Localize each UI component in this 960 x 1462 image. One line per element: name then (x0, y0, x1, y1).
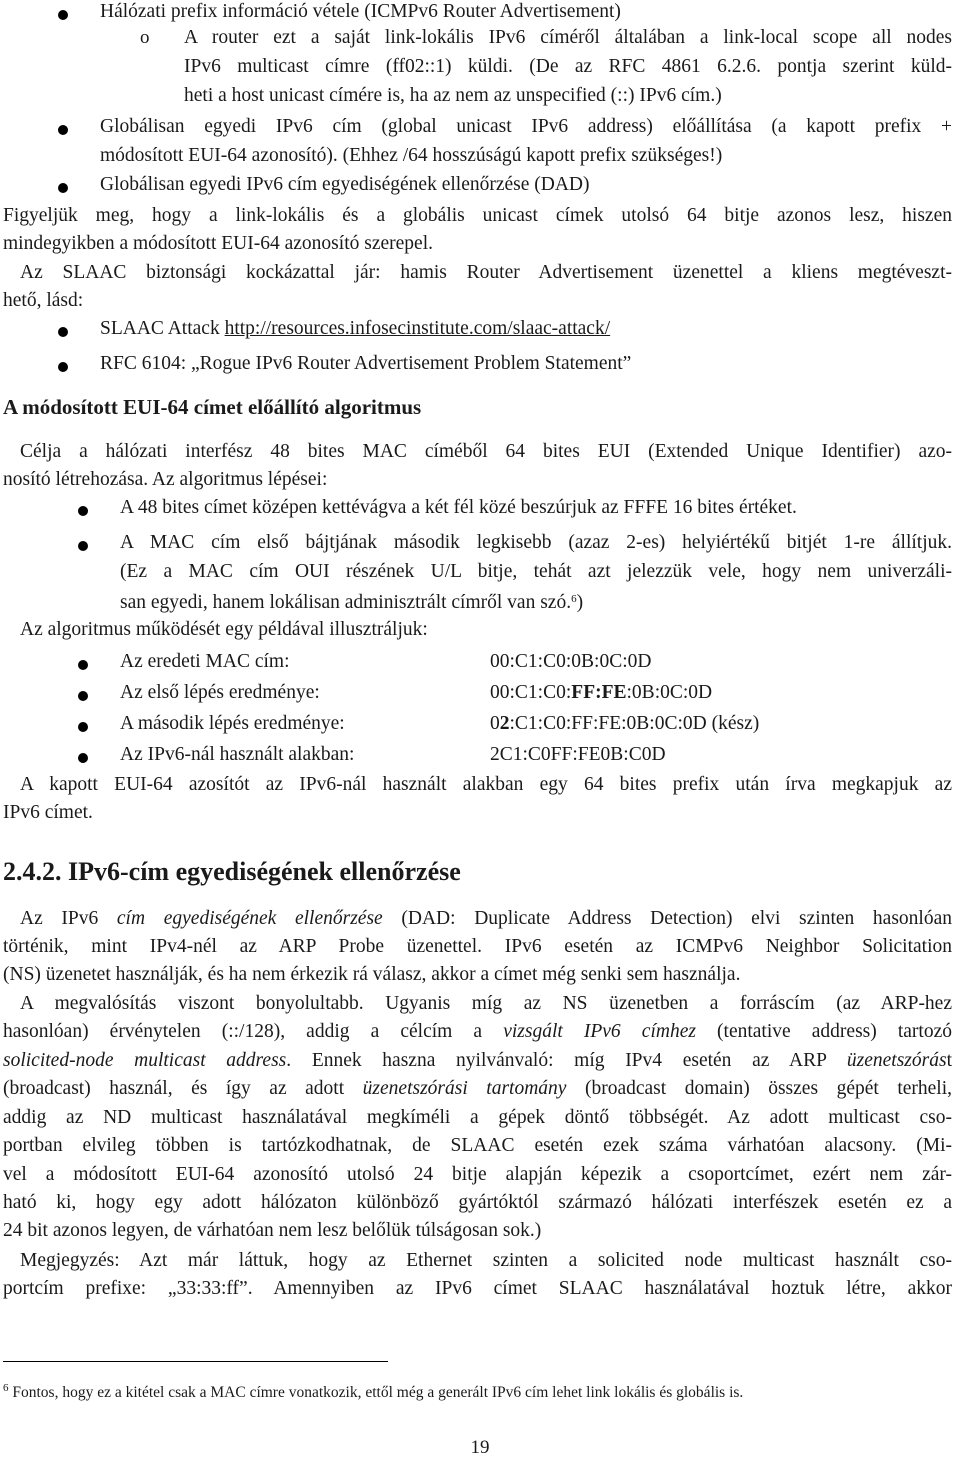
bullet-icon (78, 506, 88, 516)
italic-term: üzenetszórás (846, 1050, 947, 1071)
paragraph: vel a módosított EUI-64 azonosító utolsó 24 bitje alapján képezik a csoportcímet, ezért nem zár- (3, 1164, 952, 1185)
bullet-icon (78, 753, 88, 763)
paragraph (20, 904, 952, 933)
text: hasonlóan) érvénytelen (::/128), addig a célcím a (3, 1021, 504, 1042)
section-heading: 2.4.2. IPv6-cím egyediségének ellenőrzése (3, 857, 461, 886)
section-heading: A módosított EUI-64 címet előállító algoritmus (3, 395, 422, 419)
paragraph: A kapott EUI-64 azosítót az IPv6-nál használt alakban egy 64 bites prefix után írva megkapjuk az (20, 774, 952, 795)
paragraph: 24 bit azonos legyen, de várhatóan nem lesz belőlük túlságosan sok.) (3, 1220, 542, 1241)
list-item-continuation: heti a host unicast címére is, ha az nem az unspecified (::) IPv6 cím.) (184, 85, 722, 106)
bullet-icon (58, 10, 68, 20)
text: Az IPv6 (20, 908, 117, 929)
example-row (120, 709, 960, 738)
text: t (946, 1050, 952, 1071)
highlighted-value: FF:FE (571, 682, 627, 703)
bullet-icon (78, 660, 88, 670)
list-item: A router ezt a saját link-lokális IPv6 címéről általában a link-local scope all nodes (184, 27, 952, 48)
text: . Ennek haszna nyilvánvaló: míg IPv4 esetén az ARP (286, 1050, 847, 1071)
bullet-icon (78, 541, 88, 551)
list-item: RFC 6104: „Rogue IPv6 Router Advertisement Problem Statement” (100, 353, 632, 374)
circle-bullet-icon: o (140, 27, 150, 48)
value-part: 00:C1:C0:0B:0C:0D (490, 651, 652, 672)
value-part: :0B:0C:0D (626, 682, 713, 703)
paragraph: IPv6 címet. (3, 802, 93, 823)
italic-term: vizsgált IPv6 címhez (503, 1021, 696, 1042)
paragraph: addig az ND multicast használatával megkíméli a gépek döntő többségét. Az adott multicast cso- (3, 1107, 952, 1128)
paragraph: hető, lásd: (3, 290, 84, 311)
italic-term: cím egyediségének ellenőrzése (116, 908, 383, 929)
text: ) (576, 592, 584, 613)
bullet-icon (58, 327, 68, 337)
example-row (120, 740, 960, 769)
list-item-continuation: IPv6 multicast címre (ff02::1) küldi. (De az RFC 4861 6.2.6. pontja szerint küld- (184, 56, 952, 77)
example-value (490, 740, 666, 769)
value-part: 00:C1:C0: (490, 682, 572, 703)
bullet-icon (58, 183, 68, 193)
list-item: Globálisan egyedi IPv6 cím egyediségének ellenőrzése (DAD) (100, 174, 590, 195)
paragraph: Megjegyzés: Azt már láttuk, hogy az Ethernet szinten a solicited node multicast használt cso- (20, 1250, 952, 1271)
example-value (490, 678, 712, 707)
footnote (3, 1377, 743, 1404)
text: (tentative address) tartozó (695, 1021, 952, 1042)
list-item (100, 314, 960, 343)
list-item: Globálisan egyedi IPv6 cím (global unicast IPv6 address) előállítása (a kapott prefix + (100, 116, 952, 137)
paragraph: A megvalósítás viszont bonyolultabb. Ugyanis míg az NS üzenetben a forráscím (az ARP-hez (20, 993, 952, 1014)
list-item: A 48 bites címet középen kettévágva a két fél közé beszúrjuk az FFFE 16 bites értéket. (120, 497, 797, 518)
paragraph: Az algoritmus működését egy példával illusztráljuk: (20, 619, 428, 640)
value-part: :C1:C0:FF:FE:0B:0C:0D (509, 713, 707, 734)
list-item-continuation: (Ez a MAC cím OUI részének U/L bitje, tehát azt jelezzük vele, hogy nem univerzáli- (120, 561, 952, 582)
bullet-icon (58, 125, 68, 135)
example-label: Az eredeti MAC cím: (120, 651, 290, 672)
paragraph: Figyeljük meg, hogy a link-lokális és a globális unicast címek utolsó 64 bitje azonos lesz, hiszen (3, 205, 952, 226)
paragraph: nosító létrehozása. Az algoritmus lépései: (3, 469, 328, 490)
page-number: 19 (470, 1437, 490, 1458)
list-item: A MAC cím első bájtjának második legkisebb (azaz 2-es) helyiértékű bitjét 1-re állítjuk. (120, 532, 952, 553)
paragraph (3, 1017, 952, 1046)
value-part: 0 (490, 713, 500, 734)
value-part: (kész) (706, 713, 760, 734)
paragraph: ható ki, hogy egy adott hálózaton különböző gyártóktól származó hálózati interfészek esetén ez a (3, 1192, 952, 1213)
bullet-icon (58, 362, 68, 372)
example-label: A második lépés eredménye: (120, 713, 345, 734)
list-item-continuation: módosított EUI-64 azonosító). (Ehhez /64 hosszúságú kapott prefix szükséges!) (100, 145, 723, 166)
example-label: Az első lépés eredménye: (120, 682, 320, 703)
link-label: SLAAC Attack (100, 318, 225, 339)
example-value (490, 647, 651, 676)
bullet-icon (78, 722, 88, 732)
bullet-icon (78, 691, 88, 701)
highlighted-value: 2 (499, 713, 510, 734)
paragraph: (NS) üzenetet használják, és ha nem érkezik rá válasz, akkor a címet még senki sem használja. (3, 964, 741, 985)
value-part: 2C1:C0FF:FE0B:C0D (490, 744, 666, 765)
example-label: Az IPv6-nál használt alakban: (120, 744, 355, 765)
text: san egyedi, hanem lokálisan adminisztrált címről van szó. (120, 592, 572, 613)
italic-term: solicited-node multicast address (3, 1050, 287, 1071)
paragraph: mindegyikben a módosított EUI-64 azonosító szerepel. (3, 233, 433, 254)
paragraph (3, 1074, 952, 1103)
list-item: Hálózati prefix információ vétele (ICMPv6 Router Advertisement) (100, 1, 621, 22)
paragraph: történik, mint IPv4-nél az ARP Probe üzenettel. IPv6 esetén az ICMPv6 Neighbor Solicitation (3, 936, 952, 957)
footnote-number: 6 (3, 1382, 9, 1394)
paragraph: Célja a hálózati interfész 48 bites MAC címéből 64 bites EUI (Extended Unique Identifier) azo- (20, 441, 952, 462)
paragraph: Az SLAAC biztonsági kockázattal jár: hamis Router Advertisement üzenettel a kliens megtéveszt- (20, 262, 952, 283)
list-item-continuation (120, 585, 960, 617)
footnote-divider (3, 1361, 388, 1362)
paragraph: portcím prefixe: „33:33:ff”. Amennyiben az IPv6 címet SLAAC használatával hoztuk létre, akkor (3, 1278, 952, 1299)
slaac-attack-link[interactable]: http://resources.infosecinstitute.com/slaac-attack/ (224, 318, 611, 339)
footnote-ref: 6 (571, 593, 577, 605)
example-value (490, 709, 759, 738)
text: (broadcast) használ, és így az adott (3, 1078, 363, 1099)
text: (DAD: Duplicate Address Detection) elvi szinten hasonlóan (382, 908, 952, 929)
example-row (120, 647, 960, 676)
paragraph: portban elvileg többen is tartózkodhatnak, de SLAAC esetén ezek száma várhatóan alacsony. (Mi- (3, 1135, 952, 1156)
paragraph (3, 1046, 952, 1075)
italic-term: üzenetszórási tartomány (362, 1078, 567, 1099)
footnote-text: Fontos, hogy ez a kitétel csak a MAC címre vonatkozik, ettől még a generált IPv6 cím lehet link lokális és globális is. (8, 1384, 744, 1401)
example-row (120, 678, 960, 707)
text: (broadcast domain) összes gépét terheli, (566, 1078, 953, 1099)
